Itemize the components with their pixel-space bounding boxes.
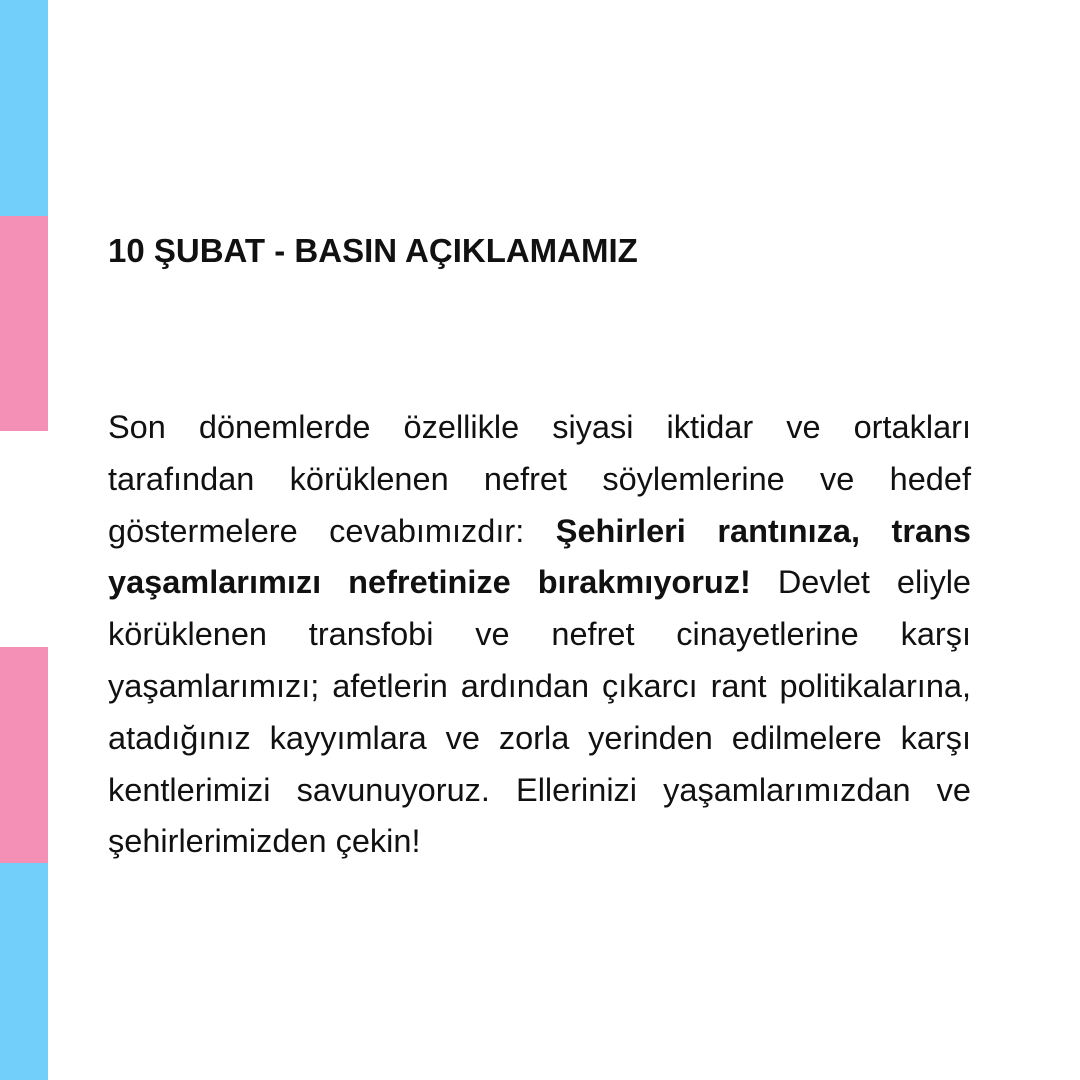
statement-slogan: Şehirleri rantınıza, trans yaşamlarımızı nefretinize bırakmıyoruz! — [108, 512, 971, 601]
flag-stripe-blue-bottom — [0, 863, 48, 1080]
flag-stripe-pink-bottom — [0, 647, 48, 863]
statement-body: Devlet eliyle körüklenen transfobi ve nefret cinayetlerine karşı yaşamlarımızı; afetlerin ardından çıkarcı rant politikalarına, atadığınız kayyımlara ve zorla yerinden edilmelere karşı kentlerimizi savunuyoruz. Ellerinizi yaşamlarımızdan ve şehirlerimizden çekin! — [108, 564, 971, 860]
statement-intro: Son dönemlerde özellikle siyasi iktidar ve ortakları tarafından körüklenen nefret söylemlerine ve hedef göstermelere cevabımızdır: — [108, 409, 971, 549]
page-title: 10 ŞUBAT - BASIN AÇIKLAMAMIZ — [108, 232, 638, 269]
flag-stripe-blue-top — [0, 0, 48, 216]
statement-paragraph — [108, 402, 971, 868]
flag-stripe-pink-top — [0, 216, 48, 431]
flag-stripe-white — [0, 431, 48, 647]
